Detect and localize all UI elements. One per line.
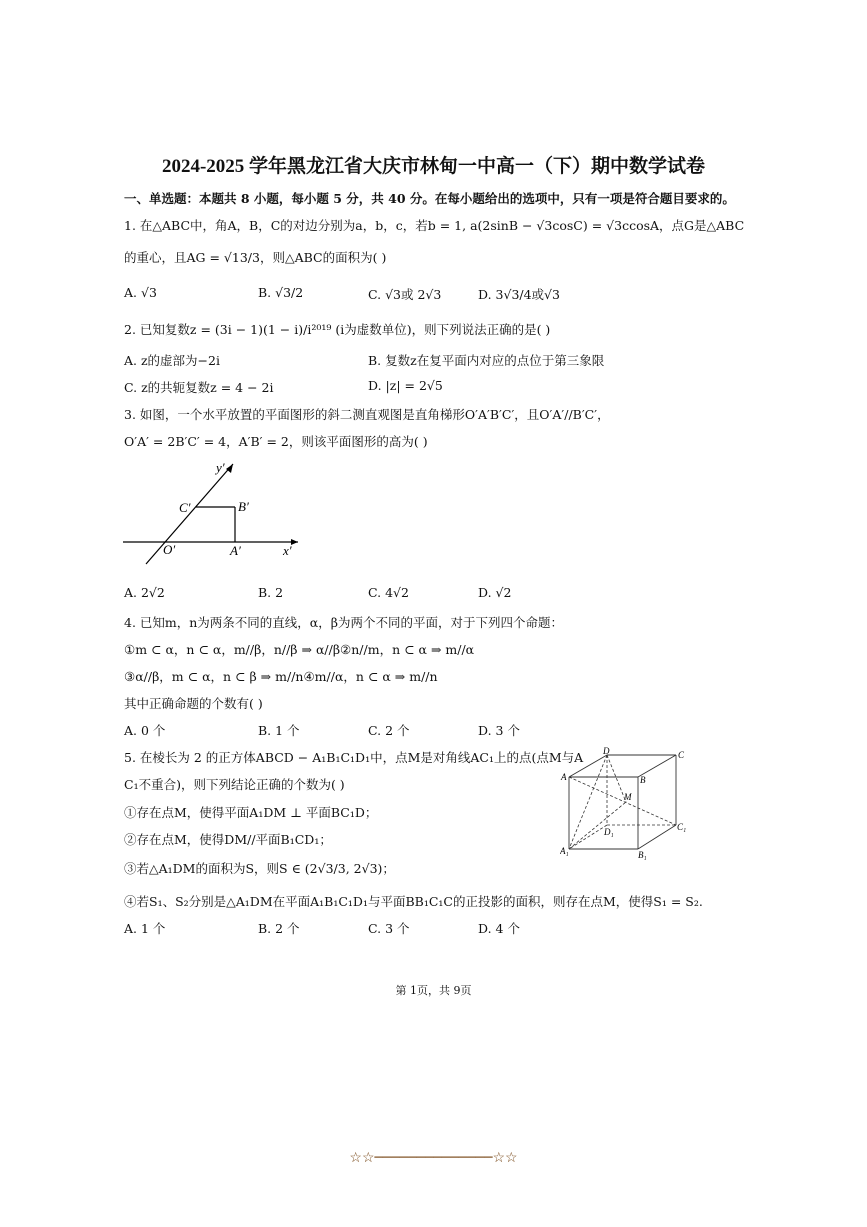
- q5-statement-4: ④若S₁、S₂分别是△A₁DM在平面A₁B₁C₁D₁与平面BB₁C₁C的正投影的面积，则存在点M，使得S₁ = S₂.: [124, 894, 703, 909]
- page-footer: 第 1页，共 9页: [395, 984, 472, 997]
- label-a: A′: [230, 543, 241, 558]
- q2-option-b: B. 复数z在复平面内对应的点位于第三象限: [368, 353, 605, 368]
- page-title: 2024-2025 学年黑龙江省大庆市林甸一中高一（下）期中数学试卷: [161, 156, 706, 177]
- q1-option-d: D. 3√3/4或√3: [478, 287, 560, 302]
- q4-line3: ③α//β，m ⊂ α，n ⊂ β ⇒ m//n④m//α，n ⊂ α ⇒ m//n: [124, 669, 438, 684]
- q4-option-b: B. 1 个: [258, 723, 300, 738]
- cube-label-d: D: [603, 746, 610, 756]
- q1-option-a: A. √3: [124, 285, 157, 300]
- q5-option-b: B. 2 个: [258, 921, 300, 936]
- q3-figure: [118, 456, 308, 566]
- x-axis-arrow: [291, 539, 298, 545]
- label-b: B′: [238, 499, 249, 514]
- q5-cube-figure: [560, 745, 695, 860]
- q5-statement-2: ②存在点M，使得DM//平面B₁CD₁；: [124, 832, 332, 847]
- cube-label-c1: C₁: [677, 822, 687, 832]
- q4-line1: 4. 已知m，n为两条不同的直线，α，β为两个不同的平面，对于下列四个命题：: [124, 615, 563, 630]
- label-y: y′: [216, 460, 225, 475]
- q3-line2: O′A′ = 2B′C′ = 4，A′B′ = 2，则该平面图形的高为( ): [124, 434, 428, 449]
- label-c: C′: [179, 500, 191, 515]
- q5-line2: C₁不重合)，则下列结论正确的个数为( ): [124, 777, 345, 792]
- cube-label-c: C: [678, 750, 685, 760]
- decorative-divider: ☆☆──────────────☆☆: [349, 1150, 518, 1166]
- q5-option-c: C. 3 个: [368, 921, 410, 936]
- q1-line2: 的重心，且AG = √13/3，则△ABC的面积为( ): [124, 250, 387, 265]
- q3-option-d: D. √2: [478, 585, 512, 600]
- q3-line1: 3. 如图，一个水平放置的平面图形的斜二测直观图是直角梯形O′A′B′C′，且O′A′//B′C′，: [124, 407, 610, 422]
- label-o: O′: [163, 542, 176, 557]
- q4-option-c: C. 2 个: [368, 723, 410, 738]
- q5-option-d: D. 4 个: [478, 921, 520, 936]
- cube-label-d1: D₁: [604, 827, 614, 837]
- q5-option-a: A. 1 个: [124, 921, 166, 936]
- q4-option-d: D. 3 个: [478, 723, 520, 738]
- q4-line4: 其中正确命题的个数有( ): [124, 696, 263, 711]
- q2-option-d: D. |z| = 2√5: [368, 378, 443, 393]
- q3-option-b: B. 2: [258, 585, 284, 600]
- q4-line2: ①m ⊂ α，n ⊂ α，m//β，n//β ⇒ α//β②n//m，n ⊂ α ⇒ m//α: [124, 642, 475, 657]
- q1-option-c: C. √3或 2√3: [368, 287, 442, 302]
- q5-statement-1: ①存在点M，使得平面A₁DM ⊥ 平面BC₁D；: [124, 805, 378, 820]
- section-heading: 一、单选题：本题共 8 小题，每小题 5 分，共 40 分。在每小题给出的选项中，只有一项是符合题目要求的。: [124, 191, 735, 206]
- q2-option-a: A. z的虚部为−2i: [124, 353, 220, 368]
- q1-line1: 1. 在△ABC中，角A，B，C的对边分别为a，b，c，若b = 1, a(2sinB − √3cosC) = √3ccosA，点G是△ABC: [124, 218, 745, 233]
- label-x: x′: [283, 543, 292, 558]
- q2-option-c: C. z的共轭复数z = 4 − 2i: [124, 380, 274, 395]
- q3-option-c: C. 4√2: [368, 585, 409, 600]
- q2-line1: 2. 已知复数z = (3i − 1)(1 − i)/i²⁰¹⁹ (i为虚数单位)，则下列说法正确的是( ): [124, 322, 551, 337]
- q3-option-a: A. 2√2: [124, 585, 165, 600]
- q5-line1: 5. 在棱长为 2 的正方体ABCD − A₁B₁C₁D₁中，点M是对角线AC₁上的点(点M与A: [124, 750, 584, 765]
- q1-option-b: B. √3/2: [258, 285, 304, 300]
- cube-label-b: B: [640, 775, 646, 785]
- q5-statement-3: ③若△A₁DM的面积为S，则S ∈ (2√3/3, 2√3)；: [124, 861, 395, 876]
- q4-option-a: A. 0 个: [124, 723, 166, 738]
- cube-label-a1: A₁: [560, 846, 569, 856]
- cube-label-a: A: [561, 772, 567, 782]
- cube-label-b1: B₁: [638, 850, 647, 860]
- cube-label-m: M: [624, 792, 632, 802]
